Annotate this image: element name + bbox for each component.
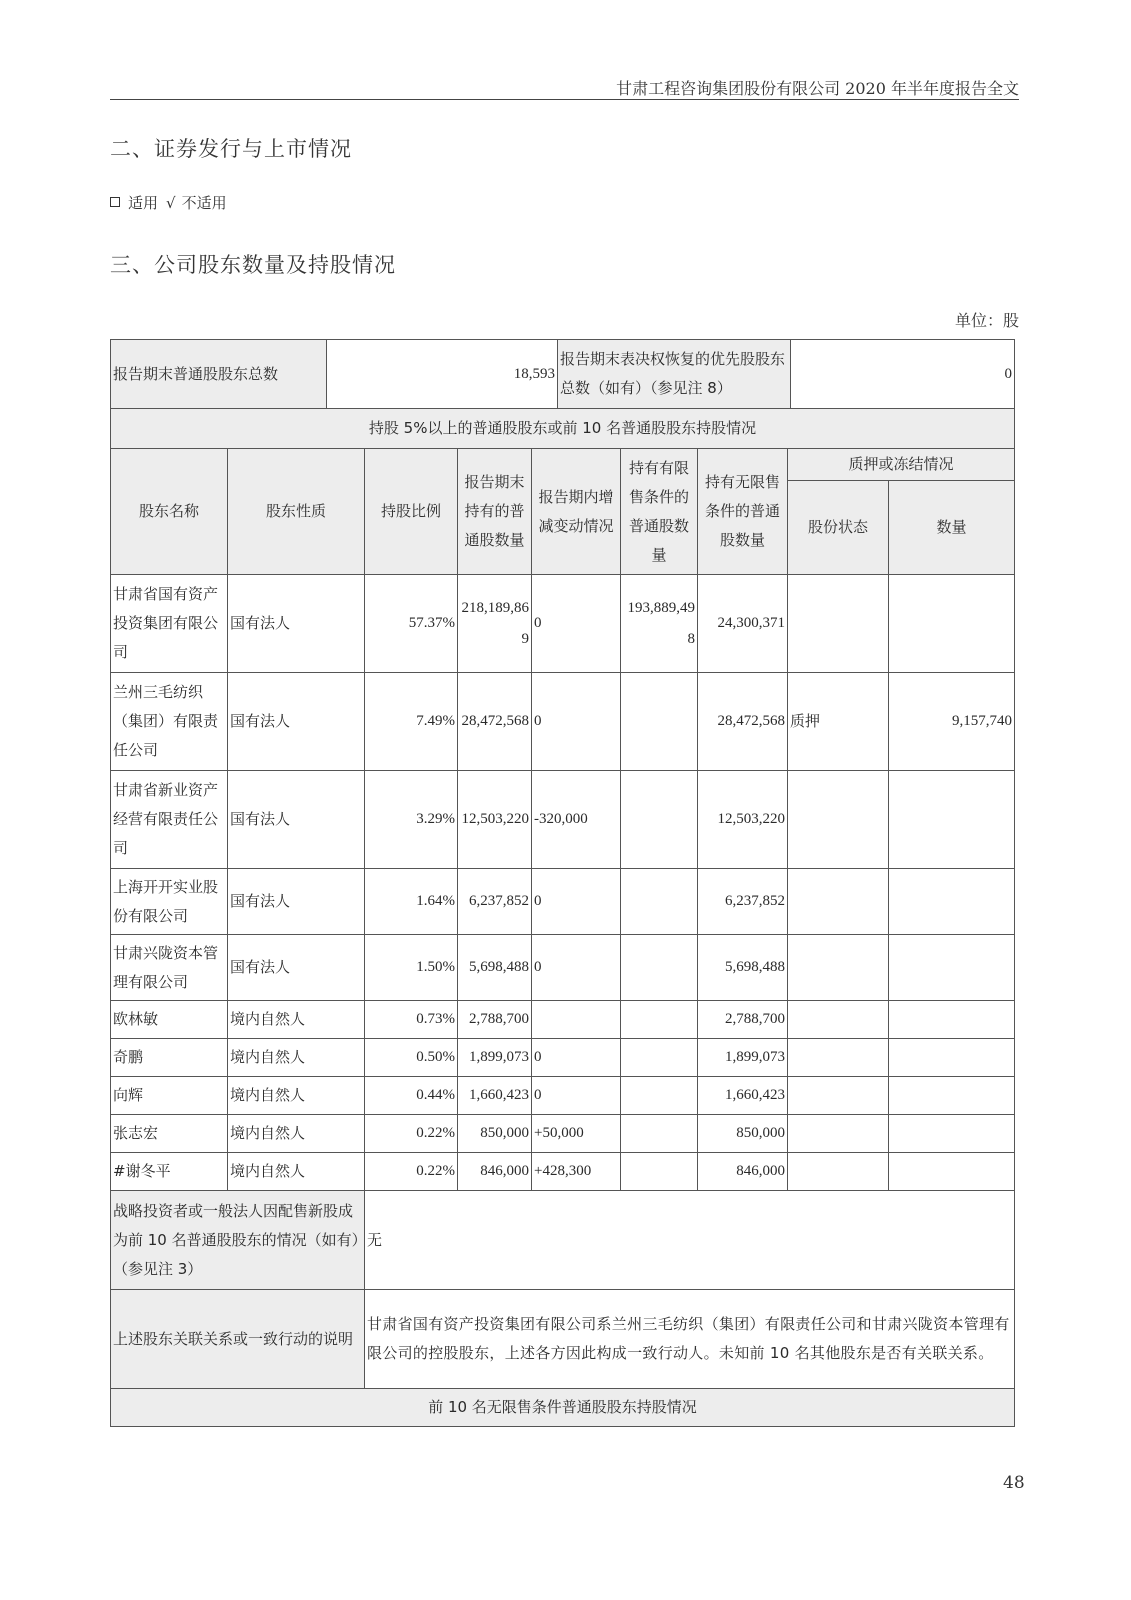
shareholder-nature: 国有法人 [228,771,365,869]
shares-change: +428,300 [532,1153,621,1191]
shareholder-nature: 国有法人 [228,935,365,1001]
col-header-ratio: 持股比例 [365,449,458,575]
strategic-investor-value: 无 [365,1191,1015,1290]
holding-ratio: 1.50% [365,935,458,1001]
holding-ratio: 0.50% [365,1039,458,1077]
pledge-qty [889,869,1015,935]
restricted-shares [621,869,698,935]
shareholder-name: 奇鹏 [111,1039,228,1077]
shares-change [532,1001,621,1039]
holding-ratio: 0.44% [365,1077,458,1115]
pledge-status: 质押 [788,673,889,771]
strategic-investor-label: 战略投资者或一般法人因配售新股成为前 10 名普通股股东的情况（如有）（参见注 3） [111,1191,365,1290]
shareholder-nature: 境内自然人 [228,1039,365,1077]
shares-change: +50,000 [532,1115,621,1153]
shareholder-nature: 国有法人 [228,869,365,935]
shareholder-name: 甘肃省国有资产投资集团有限公司 [111,575,228,673]
shareholder-name: 向辉 [111,1077,228,1115]
table-row [111,575,1015,673]
shares-held: 28,472,568 [458,673,532,771]
pledge-qty [889,935,1015,1001]
shareholder-nature: 境内自然人 [228,1115,365,1153]
shareholder-name: 张志宏 [111,1115,228,1153]
holding-ratio: 57.37% [365,575,458,673]
table-row [111,1077,1015,1115]
shares-held: 850,000 [458,1115,532,1153]
unrestricted-shares: 24,300,371 [698,575,788,673]
shareholder-name: 甘肃省新业资产经营有限责任公司 [111,771,228,869]
table-row [111,1001,1015,1039]
unrestricted-shares: 12,503,220 [698,771,788,869]
pledge-status [788,575,889,673]
page-number: 48 [1003,1473,1025,1493]
unrestricted-shares: 6,237,852 [698,869,788,935]
unrestricted-title: 前 10 名无限售条件普通股股东持股情况 [111,1389,1015,1427]
shares-held: 6,237,852 [458,869,532,935]
restricted-shares [621,1039,698,1077]
total-shareholders-label: 报告期末普通股股东总数 [111,340,327,409]
shares-held: 2,788,700 [458,1001,532,1039]
shareholder-name: 甘肃兴陇资本管理有限公司 [111,935,228,1001]
checkmark-icon: √ [166,194,176,212]
total-shareholders-value: 18,593 [327,340,558,409]
shares-change: 0 [532,575,621,673]
shareholder-name: 兰州三毛纺织（集团）有限责任公司 [111,673,228,771]
column-header-row [111,449,1015,481]
preferred-shareholders-value: 0 [791,340,1015,409]
unrestricted-shares: 1,660,423 [698,1077,788,1115]
shares-held: 5,698,488 [458,935,532,1001]
shareholder-nature: 境内自然人 [228,1077,365,1115]
checkbox-unchecked-icon [110,197,120,207]
unrestricted-shares: 846,000 [698,1153,788,1191]
summary-row [111,340,1015,409]
restricted-shares [621,1153,698,1191]
table-row [111,1039,1015,1077]
shares-change: 0 [532,1077,621,1115]
col-header-restricted: 持有有限售条件的普通股数量 [621,449,698,575]
pledge-qty: 9,157,740 [889,673,1015,771]
table-row [111,1115,1015,1153]
restricted-shares [621,1115,698,1153]
unrestricted-shares: 1,899,073 [698,1039,788,1077]
shares-held: 846,000 [458,1153,532,1191]
applicable-label: 适用 [128,194,159,212]
col-header-pledge-status: 股份状态 [788,481,889,575]
section-title-securities-issuance: 二、证券发行与上市情况 [110,137,352,161]
holding-ratio: 7.49% [365,673,458,771]
strategic-investor-row [111,1191,1015,1290]
shares-change: 0 [532,1039,621,1077]
pledge-qty [889,1153,1015,1191]
col-header-pledge-qty: 数量 [889,481,1015,575]
not-applicable-label: 不适用 [181,194,227,212]
shares-held: 218,189,869 [458,575,532,673]
shareholder-name: 上海开开实业股份有限公司 [111,869,228,935]
holding-ratio: 3.29% [365,771,458,869]
shareholder-nature: 境内自然人 [228,1153,365,1191]
shares-held: 1,899,073 [458,1039,532,1077]
pledge-qty [889,1039,1015,1077]
restricted-shares: 193,889,498 [621,575,698,673]
top10-title: 持股 5%以上的普通股股东或前 10 名普通股股东持股情况 [111,409,1015,449]
table-row [111,869,1015,935]
col-header-change: 报告期内增减变动情况 [532,449,621,575]
shares-change: -320,000 [532,771,621,869]
header-divider [110,99,1019,100]
holding-ratio: 0.22% [365,1153,458,1191]
shares-change: 0 [532,935,621,1001]
top10-title-row [111,409,1015,449]
shareholder-summary-table [110,339,1015,409]
shareholder-name: #谢冬平 [111,1153,228,1191]
restricted-shares [621,673,698,771]
restricted-shares [621,1001,698,1039]
shares-held: 12,503,220 [458,771,532,869]
pledge-status [788,1001,889,1039]
col-header-held: 报告期末持有的普通股数量 [458,449,532,575]
pledge-status [788,869,889,935]
relation-value: 甘肃省国有资产投资集团有限公司系兰州三毛纺织（集团）有限责任公司和甘肃兴陇资本管理有限公司的控股股东，上述各方因此构成一致行动人。未知前 10 名其他股东是否有关联关系。 [365,1290,1015,1389]
table-row [111,935,1015,1001]
holding-ratio: 0.22% [365,1115,458,1153]
shareholder-nature: 境内自然人 [228,1001,365,1039]
restricted-shares [621,935,698,1001]
pledge-status [788,771,889,869]
col-header-name: 股东名称 [111,449,228,575]
unrestricted-shares: 850,000 [698,1115,788,1153]
pledge-status [788,1077,889,1115]
unrestricted-shares: 28,472,568 [698,673,788,771]
shares-held: 1,660,423 [458,1077,532,1115]
shareholder-nature: 国有法人 [228,575,365,673]
pledge-qty [889,1115,1015,1153]
shares-change: 0 [532,869,621,935]
pledge-status [788,1153,889,1191]
shareholder-name: 欧林敏 [111,1001,228,1039]
shares-change: 0 [532,673,621,771]
applicability-line [110,192,227,213]
col-header-unrestricted: 持有无限售条件的普通股数量 [698,449,788,575]
col-header-nature: 股东性质 [228,449,365,575]
pledge-qty [889,1001,1015,1039]
relation-row [111,1290,1015,1389]
table-row [111,673,1015,771]
preferred-shareholders-label: 报告期末表决权恢复的优先股股东总数（如有）（参见注 8） [558,340,791,409]
section-title-shareholders: 三、公司股东数量及持股情况 [110,253,396,277]
pledge-status [788,1115,889,1153]
table-row [111,1153,1015,1191]
pledge-status [788,1039,889,1077]
pledge-qty [889,1077,1015,1115]
report-header-title: 甘肃工程咨询集团股份有限公司 2020 年半年度报告全文 [616,79,1019,98]
shareholder-nature: 国有法人 [228,673,365,771]
top10-shareholders-table [110,408,1015,1427]
pledge-qty [889,771,1015,869]
unit-label: 单位：股 [954,311,1019,330]
unrestricted-shares: 5,698,488 [698,935,788,1001]
table-row [111,771,1015,869]
unrestricted-shares: 2,788,700 [698,1001,788,1039]
holding-ratio: 1.64% [365,869,458,935]
holding-ratio: 0.73% [365,1001,458,1039]
restricted-shares [621,771,698,869]
restricted-shares [621,1077,698,1115]
pledge-qty [889,575,1015,673]
col-header-pledge-group: 质押或冻结情况 [788,449,1015,481]
relation-label: 上述股东关联关系或一致行动的说明 [111,1290,365,1389]
unrestricted-title-row [111,1389,1015,1427]
pledge-status [788,935,889,1001]
